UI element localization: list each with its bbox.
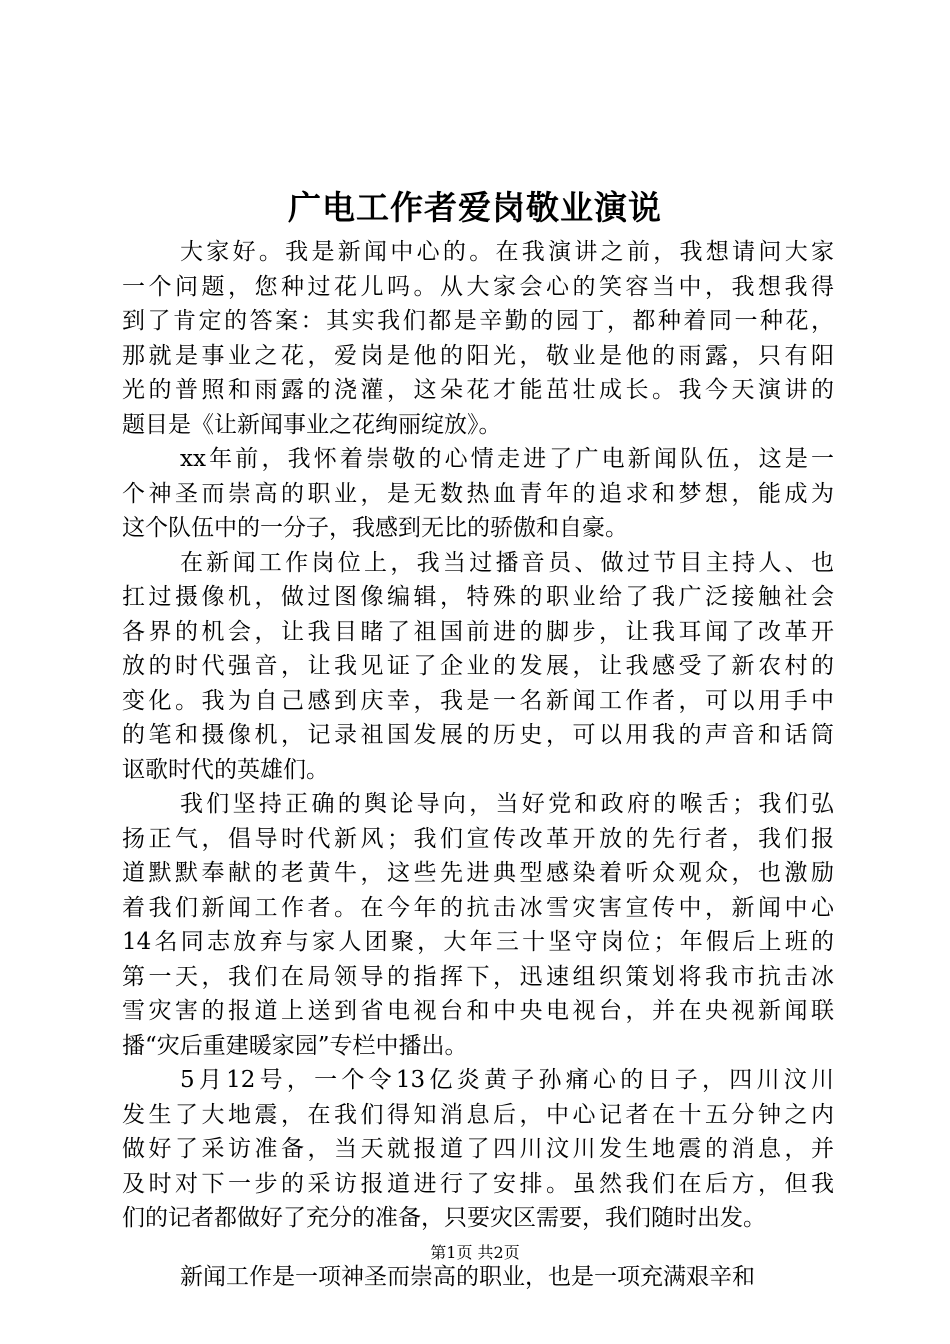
paragraph-4 xyxy=(122,787,834,1063)
text-line: 做好了采访准备，当天就报道了四川汶川发生地震的消息，并 xyxy=(122,1136,834,1162)
text-line: 第一天，我们在局领导的指挥下，迅速组织策划将我市抗击冰 xyxy=(122,963,834,990)
text-line: 我们坚持正确的舆论导向，当好党和政府的喉舌；我们弘 xyxy=(180,791,834,817)
text-line: 及时对下一步的采访报道进行了安排。虽然我们在后方，但我 xyxy=(122,1170,834,1197)
text-line: 一个问题，您种过花儿吗。从大家会心的笑容当中，我想我得 xyxy=(122,273,834,300)
text-line: 到了肯定的答案：其实我们都是辛勤的园丁，都种着同一种花， xyxy=(122,308,834,334)
text-line: 那就是事业之花，爱岗是他的阳光，敬业是他的雨露，只有阳 xyxy=(122,342,834,369)
text-line: 扬正气，倡导时代新风；我们宣传改革开放的先行者，我们报 xyxy=(122,825,834,852)
text-line: 扛过摄像机，做过图像编辑，特殊的职业给了我广泛接触社会 xyxy=(122,584,834,610)
text-line: 的笔和摄像机，记录祖国发展的历史，可以用我的声音和话筒 xyxy=(122,722,834,748)
text-line: 个神圣而崇高的职业，是无数热血青年的追求和梦想，能成为 xyxy=(122,480,834,507)
text-line: 这个队伍中的一分子，我感到无比的骄傲和自豪。 xyxy=(122,515,628,541)
text-line: 在新闻工作岗位上，我当过播音员、做过节目主持人、也 xyxy=(180,549,834,576)
text-line: 讴歌时代的英雄们。 xyxy=(122,756,329,783)
text-line: 发生了大地震，在我们得知消息后，中心记者在十五分钟之内 xyxy=(122,1101,834,1128)
paragraph-3 xyxy=(122,546,834,788)
text-line: 新闻工作是一项神圣而崇高的职业，也是一项充满艰辛和 xyxy=(180,1263,755,1290)
text-line: xx年前，我怀着崇敬的心情走进了广电新闻队伍，这是一 xyxy=(180,446,834,472)
text-line: 放的时代强音，让我见证了企业的发展，让我感受了新农村的 xyxy=(122,653,834,679)
paragraph-2 xyxy=(122,442,834,546)
text-line: 播“灾后重建暖家园”专栏中播出。 xyxy=(122,1032,468,1059)
document-body xyxy=(122,235,834,1294)
text-line: 们的记者都做好了充分的准备，只要灾区需要，我们随时出发。 xyxy=(122,1205,766,1231)
text-line: 变化。我为自己感到庆幸，我是一名新闻工作者，可以用手中 xyxy=(122,687,834,714)
paragraph-6 xyxy=(122,1260,834,1295)
text-line: 道默默奉献的老黄牛，这些先进典型感染着听众观众，也激励 xyxy=(122,860,834,886)
page-number-footer: 第1页 共2页 xyxy=(430,1243,520,1262)
document-title: 广电工作者爱岗敬业演说 xyxy=(288,188,662,227)
text-line: 5月12号，一个令13亿炎黄子孙痛心的日子，四川汶川 xyxy=(180,1067,834,1093)
text-line: 雪灾害的报道上送到省电视台和中央电视台，并在央视新闻联 xyxy=(122,998,834,1024)
text-line: 大家好。我是新闻中心的。在我演讲之前，我想请问大家 xyxy=(180,239,834,265)
text-line: 各界的机会，让我目睹了祖国前进的脚步，让我耳闻了改革开 xyxy=(122,618,834,645)
text-line: 着我们新闻工作者。在今年的抗击冰雪灾害宣传中，新闻中心 xyxy=(122,894,834,921)
text-line: 14名同志放弃与家人团聚，大年三十坚守岗位；年假后上班的 xyxy=(122,929,834,955)
text-line: 题目是《让新闻事业之花绚丽绽放》。 xyxy=(122,411,502,438)
paragraph-5 xyxy=(122,1063,834,1236)
paragraph-1 xyxy=(122,235,834,442)
text-line: 光的普照和雨露的浇灌，这朵花才能茁壮成长。我今天演讲的 xyxy=(122,377,834,403)
